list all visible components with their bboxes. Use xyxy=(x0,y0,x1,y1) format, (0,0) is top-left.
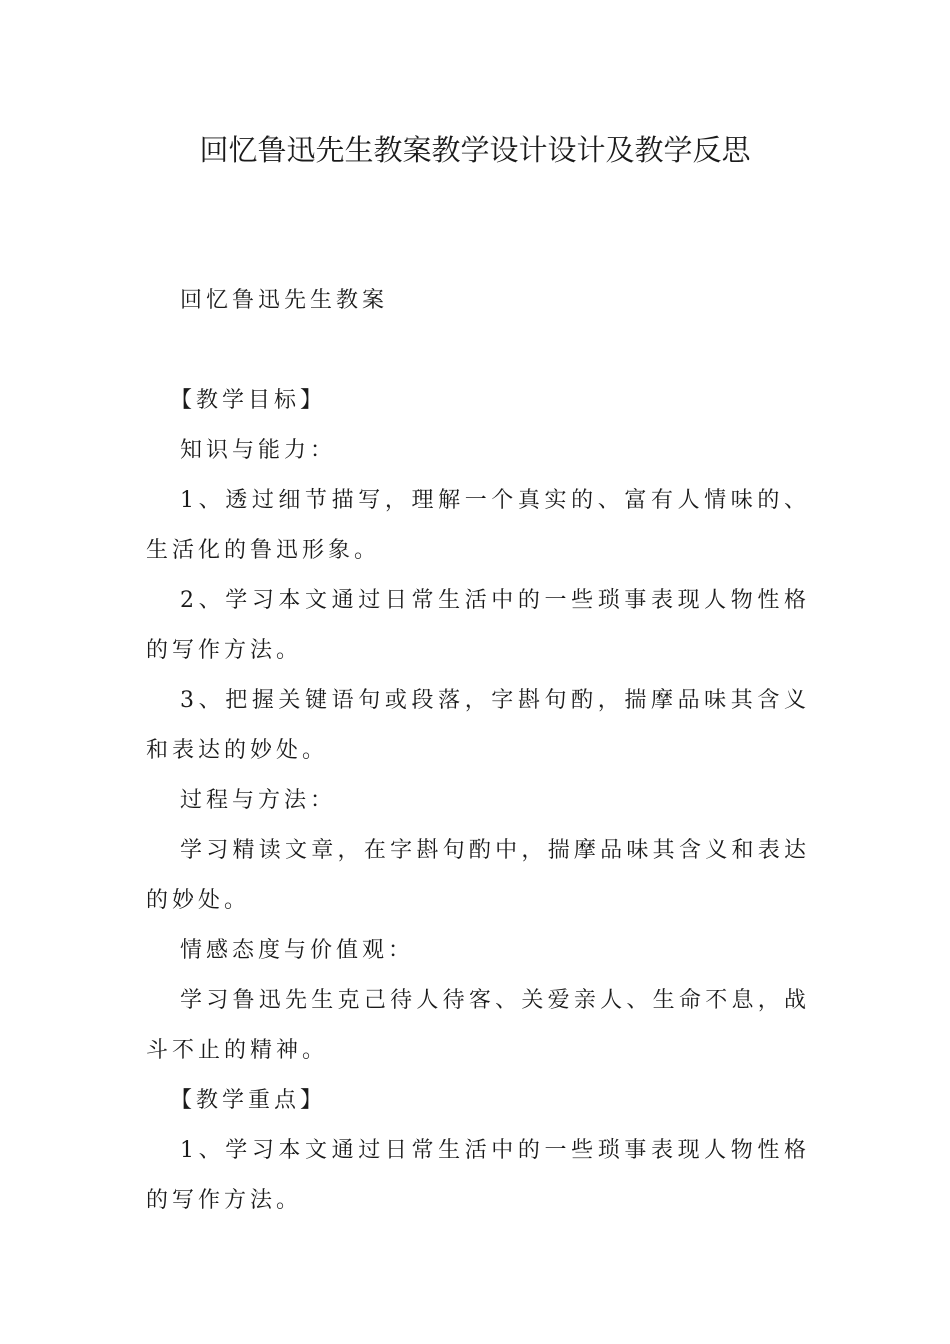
section-heading-key-points: 【教学重点】 xyxy=(170,1088,327,1113)
paragraph-knowledge-label: 知识与能力： xyxy=(180,438,337,463)
paragraph-key-point-1: 1、学习本文通过日常生活中的一些琐事表现人物性格的写作方法。 xyxy=(146,1138,810,1213)
paragraph-emotion: 学习鲁迅先生克己待人待客、关爱亲人、生命不息，战斗不止的精神。 xyxy=(146,988,810,1063)
document-body xyxy=(146,376,810,1226)
paragraph-objective-1: 1、透过细节描写，理解一个真实的、富有人情味的、生活化的鲁迅形象。 xyxy=(146,488,810,563)
paragraph-objective-2: 2、学习本文通过日常生活中的一些琐事表现人物性格的写作方法。 xyxy=(146,588,810,663)
section-heading-objectives: 【教学目标】 xyxy=(170,388,327,413)
document-subtitle: 回忆鲁迅先生教案 xyxy=(180,288,389,313)
paragraph-process: 学习精读文章，在字斟句酌中，揣摩品味其含义和表达的妙处。 xyxy=(146,838,810,913)
paragraph-emotion-label: 情感态度与价值观： xyxy=(180,938,415,963)
document-title: 回忆鲁迅先生教案教学设计设计及教学反思 xyxy=(199,133,751,167)
paragraph-process-label: 过程与方法： xyxy=(180,788,337,813)
paragraph-objective-3: 3、把握关键语句或段落，字斟句酌，揣摩品味其含义和表达的妙处。 xyxy=(146,688,810,763)
